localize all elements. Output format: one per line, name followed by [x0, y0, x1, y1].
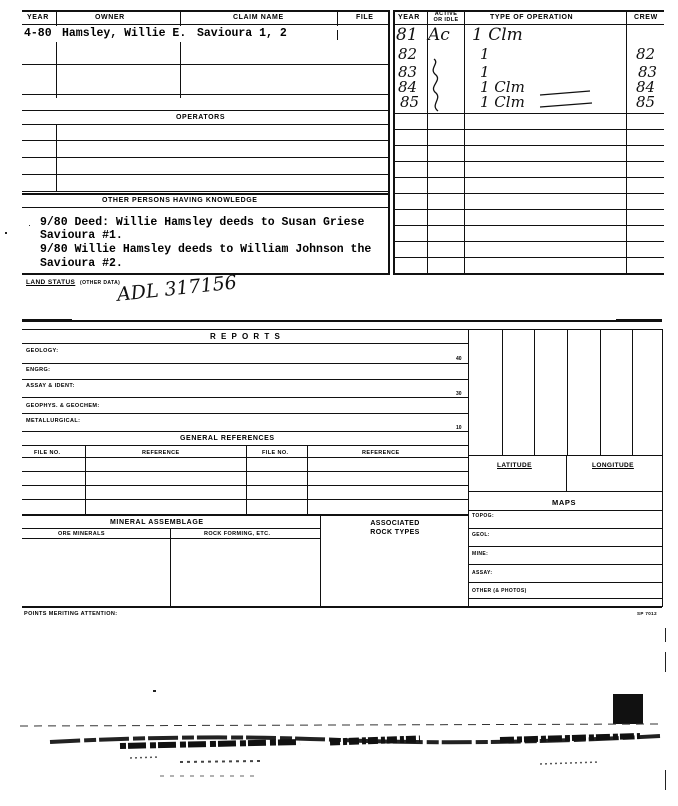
activity-active-81: Ac	[428, 25, 450, 45]
gr-reference-1: REFERENCE	[142, 450, 180, 456]
crew-header: CREW	[634, 14, 658, 21]
owner-entry-name: Hamsley, Willie E.	[62, 27, 187, 40]
activity-type-84: 1 Clm	[480, 78, 525, 96]
handwriting-strokes	[420, 55, 640, 115]
longitude-label: LONGITUDE	[592, 462, 634, 469]
activity-type-83: 1	[480, 63, 490, 81]
activity-year-83: 83	[398, 63, 418, 81]
activity-type-81: 1 Clm	[472, 25, 523, 45]
report-metallurgical-label: METALLURGICAL:	[26, 418, 81, 424]
owner-entry-year: 4-80	[24, 27, 52, 40]
gr-reference-2: REFERENCE	[362, 450, 400, 456]
edge-mark-2	[665, 652, 666, 672]
year-header: YEAR	[27, 14, 49, 21]
knowledge-line-1: 9/80 Deed: Willie Hamsley deeds to Susan Griese	[40, 216, 365, 229]
associated-line2: ROCK TYPES	[370, 529, 420, 536]
knowledge-line-2: Savioura #1.	[40, 229, 123, 242]
activity-year-85: 85	[400, 93, 420, 111]
land-status-sub: (OTHER DATA)	[80, 280, 121, 286]
form-number: SP 7012	[637, 611, 657, 616]
reports-band-left	[22, 319, 72, 322]
owner-header: OWNER	[95, 14, 125, 21]
active-header-line2: OR IDLE	[433, 17, 459, 23]
owner-entry-claim: Savioura 1, 2	[197, 27, 287, 40]
operators-title: OPERATORS	[176, 114, 226, 121]
activity-crew-85: 85	[636, 93, 656, 111]
land-status-label: LAND STATUS	[26, 279, 76, 286]
knowledge-line-4: Savioura #2.	[40, 257, 123, 270]
report-geology-num: 40	[456, 356, 462, 362]
report-assay-num: 30	[456, 391, 462, 397]
type-operation-header: TYPE OF OPERATION	[490, 14, 574, 21]
bullet-mark: ·	[28, 220, 31, 230]
reports-title: R E P O R T S	[210, 332, 282, 341]
edge-mark-3	[665, 770, 666, 790]
land-status-handwritten: ADL 317156	[116, 271, 238, 306]
map-topog: TOPOG:	[472, 513, 495, 519]
active-header-line1: ACTIVE	[434, 11, 458, 17]
map-other: OTHER (& PHOTOS)	[472, 588, 527, 594]
active-idle-header	[430, 11, 462, 23]
activity-year-header: YEAR	[398, 14, 420, 21]
edge-mark-1	[665, 628, 666, 642]
activity-crew-83: 83	[638, 63, 658, 81]
activity-year-81: 81	[396, 25, 418, 45]
claim-name-header: CLAIM NAME	[233, 14, 284, 21]
activity-crew-84: 84	[636, 78, 656, 96]
report-geophys-label: GEOPHYS. & GEOCHEM:	[26, 403, 100, 409]
map-assay: ASSAY:	[472, 570, 493, 576]
file-header: FILE	[356, 14, 374, 21]
activity-type-82: 1	[480, 45, 490, 63]
latitude-label: LATITUDE	[497, 462, 532, 469]
speck-2	[5, 232, 7, 234]
report-metallurgical-num: 10	[456, 425, 462, 431]
scan-noise	[0, 712, 678, 782]
map-geol: GEOL:	[472, 532, 490, 538]
activity-crew-82: 82	[636, 45, 656, 63]
points-label: POINTS MERITING ATTENTION:	[24, 611, 118, 617]
gr-file-no-2: FILE NO.	[262, 450, 289, 456]
maps-title: MAPS	[552, 498, 577, 507]
report-geology-label: GEOLOGY:	[26, 348, 59, 354]
knowledge-title: OTHER PERSONS HAVING KNOWLEDGE	[102, 197, 258, 204]
speck-1	[153, 690, 156, 692]
general-refs-title: GENERAL REFERENCES	[180, 435, 275, 442]
report-assay-label: ASSAY & IDENT:	[26, 383, 75, 389]
activity-year-82: 82	[398, 45, 418, 63]
ore-minerals-label: ORE MINERALS	[58, 531, 105, 537]
activity-type-85: 1 Clm	[480, 93, 525, 111]
mineral-title: MINERAL ASSEMBLAGE	[110, 519, 204, 526]
rock-forming-label: ROCK FORMING, ETC.	[204, 531, 271, 537]
associated-line1: ASSOCIATED	[370, 520, 420, 527]
map-mine: MINE:	[472, 551, 489, 557]
associated-rock-types	[340, 519, 450, 537]
knowledge-line-3: 9/80 Willie Hamsley deeds to William Johnson the	[40, 243, 372, 256]
activity-year-84: 84	[398, 78, 418, 96]
report-engrg-label: ENGRG:	[26, 367, 51, 373]
gr-file-no-1: FILE NO.	[34, 450, 61, 456]
reports-band-right	[616, 319, 662, 322]
